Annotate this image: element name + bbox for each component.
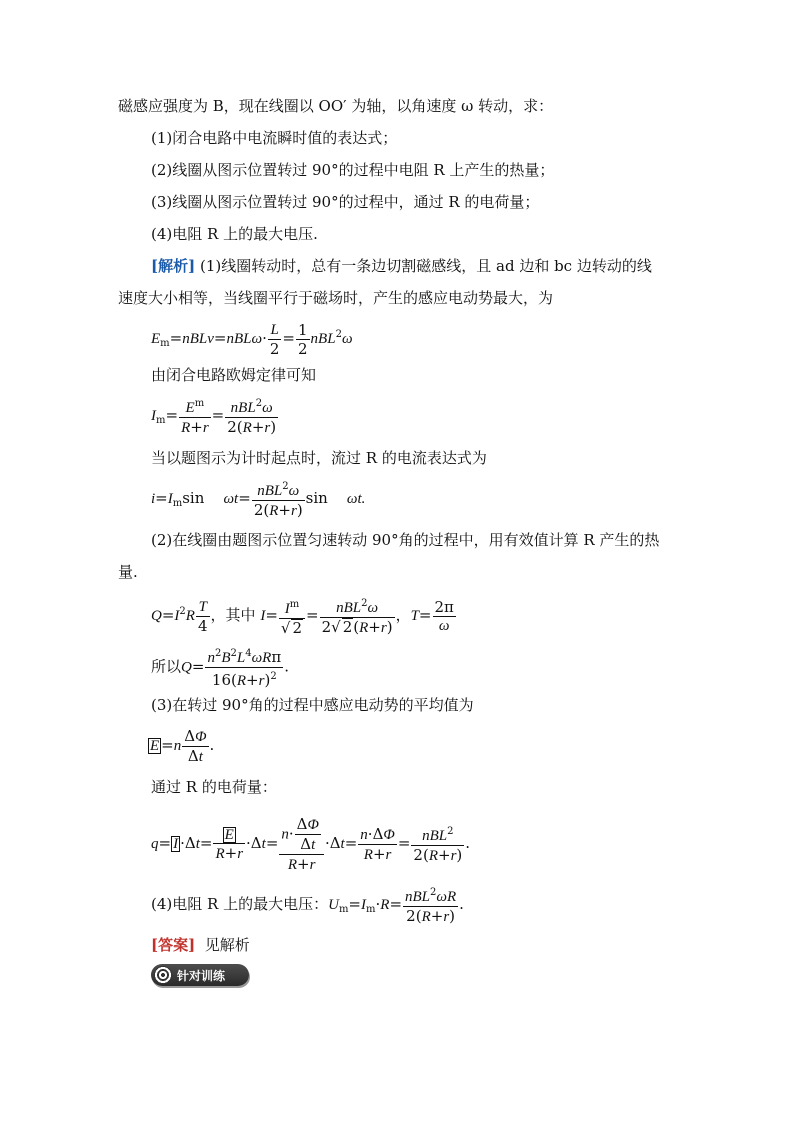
analysis-text-2b: 量.: [118, 563, 138, 581]
target-icon: [154, 966, 172, 984]
so-text: 所以: [151, 657, 182, 676]
question-4: (4)电阻 R 上的最大电压.: [151, 225, 318, 243]
where-text: 其中: [225, 606, 256, 624]
question-2: (2)线圈从图示位置转过 90°的过程中电阻 R 上产生的热量；: [151, 161, 555, 179]
analysis-paragraph-1: [151, 256, 652, 276]
analysis-tag: [解析]: [151, 257, 196, 275]
formula-q: $Q=I^2R$ $\frac{T}{4}$ ，其中 I= $\frac{I^m}{√ 2}$ = $\frac{nBL^2\omega}{2√ 2(R+r)}$ ，T= $\frac{2\pi}{\omega}$: [151, 592, 457, 637]
question-1: (1)闭合电路中电流瞬时值的表达式；: [151, 129, 398, 147]
question-3: (3)线圈从图示位置转过 90°的过程中，通过 R 的电荷量；: [151, 193, 540, 211]
practice-badge: [151, 964, 249, 986]
answer-line: [151, 935, 250, 955]
analysis-text-4: (4)电阻 R 上的最大电压：: [151, 895, 329, 913]
formula-charge: q= I ·Δt= $\frac{E}{R+r}$ ·Δt= n· $\frac{\Delta\Phi}{\Delta t}$ R+r ·Δt= $\frac{n\cdot\Delta\Phi}{R+r}$ = $\frac{nBL^2}{2(R+r)}$ .: [151, 814, 471, 873]
analysis-text-1b: 速度大小相等，当线圈平行于磁场时，产生的感应电动势最大，为: [118, 289, 554, 307]
formula-em: $E_m=nBLv=nBL\omega\cdot$ $\frac{L}{2}$ = $\frac{1}{2}$ nBL$^2$ω: [151, 320, 353, 358]
formula-q-result: 所以Q= $\frac{n^2B^2L^4\omega R\pi}{16(R+r)^2}$ .: [151, 645, 289, 690]
formula-avg-e: E =n $\frac{\Delta\Phi}{\Delta t}$ .: [150, 726, 215, 765]
formula-i: $i=I_m\sin$ ωt= $\frac{nBL^2\omega}{2(R+r)}$ sin ωt.: [151, 478, 365, 523]
practice-badge-label: 针对训练: [177, 968, 226, 983]
ohm-law-text: 由闭合电路欧姆定律可知: [151, 366, 317, 384]
analysis-text-1a: (1)线圈转动时，总有一条边切割磁感线，且 ad 边和 bc 边转动的线: [199, 257, 652, 275]
start-text: 当以题图示为计时起点时，流过 R 的电流表达式为: [151, 449, 487, 467]
analysis-text-3: (3)在转过 90°角的过程中感应电动势的平均值为: [151, 696, 474, 714]
answer-text: 见解析: [204, 936, 250, 954]
formula-im: $I_m=$ $\frac{E^m}{R+r}$ = $\frac{nBL^2\omega}{2(R+r)}$: [151, 395, 279, 440]
analysis-text-2a: (2)在线圈由题图示位置匀速转动 90°角的过程中，用有效值计算 R 产生的热: [151, 531, 660, 549]
charge-text: 通过 R 的电荷量：: [151, 778, 277, 796]
intro-line: 磁感应强度为 B，现在线圈以 OO′ 为轴，以角速度 ω 转动，求：: [118, 97, 554, 115]
formula-max-voltage: (4)电阻 R 上的最大电压：$U_m=I_m\cdot R=$ $\frac{nBL^2\omega R}{2(R+r)}$ .: [151, 884, 464, 930]
answer-tag: [答案]: [151, 936, 196, 954]
